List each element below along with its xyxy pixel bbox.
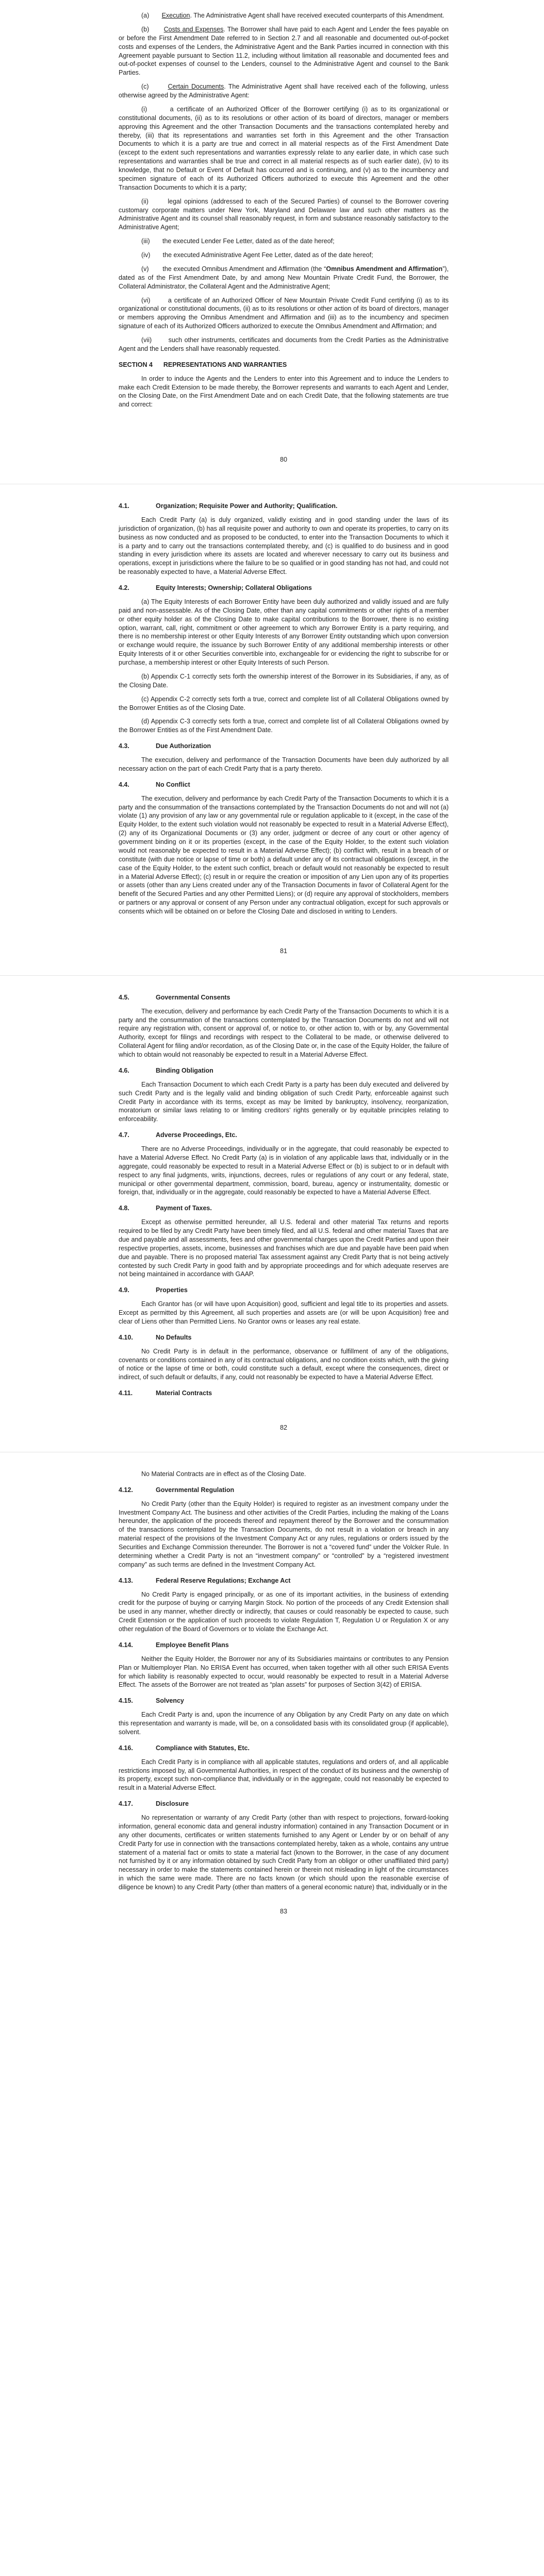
heading-4-10: 4.10. No Defaults: [119, 1333, 192, 1341]
condition-costs: (b) Costs and Expenses. The Borrower shall have paid to each Agent and Lender the fees payable on or before the First Amendment Date referred to in Section 2.7 and all reasonable and documented out-of-pocket costs and expenses of the Lenders, the Administrative Agent and the Bank Parties incurred in connection with this Agreement payable pursuant to Section 11.2, including without limitation all reasonable and documented fees and out-of-pocket expenses of counsel to the Lenders, counsel to the Administrative Agent and counsel to the Bank Parties.: [119, 25, 449, 77]
heading-4-5: 4.5. Governmental Consents: [119, 993, 230, 1001]
page-number: 82: [280, 1424, 287, 1431]
paragraph: No Credit Party is in default in the performance, observance or fulfillment of any of the obligations, covenants or conditions contained in any of its contractual obligations, and no condition exists which, with the giving of notice or the lapse of time or both, could constitute such a default, except where the consequences, direct or indirect, of such default or defaults, if any, could not reasonably be expected to have a Material Adverse Effect.: [119, 1347, 449, 1381]
paragraph: No representation or warranty of any Credit Party (other than with respect to projections, forward-looking information, general economic data and general industry information) contained in any Transaction Document or in any other documents, certificates or written statements furnished to any Agent or Lender by or on behalf of any Credit Party for use in connection with the transactions contemplated hereby, taken as a whole, contains any untrue statement of a material fact or omits to state a material fact (known to the Borrower, in the case of any document not furnished by it or any information obtained by such Credit Party from an obligor or other unaffiliated third party) necessary in order to make the statements contained herein or therein not misleading in light of the circumstances in which the same were made. There are no facts known (or which should upon the reasonable exercise of diligence be known) to any Credit Party (other than matters of a general economic nature) that, individually or in the: [119, 1814, 449, 1891]
subitem: (iii) the executed Lender Fee Letter, dated as of the date hereof;: [141, 238, 335, 245]
page-80: [0, 0, 544, 464]
heading-4-14: 4.14. Employee Benefit Plans: [119, 1641, 229, 1649]
subitem: (vii) such other instruments, certificates and documents from the Credit Parties as the Administrative Agent and the Lenders shall have reasonably requested.: [119, 336, 449, 352]
page-82: [0, 993, 544, 1432]
heading-execution: Execution: [161, 12, 190, 19]
heading-4-3: 4.3. Due Authorization: [119, 742, 211, 750]
heading-4-17: 4.17. Disclosure: [119, 1800, 189, 1808]
heading-4-4: 4.4. No Conflict: [119, 781, 190, 788]
heading-4-16: 4.16. Compliance with Statutes, Etc.: [119, 1744, 250, 1752]
heading-4-2: 4.2. Equity Interests; Ownership; Collateral Obligations: [119, 584, 312, 591]
page-number: 80: [280, 456, 287, 464]
subitem: (v) the executed Omnibus Amendment and Affirmation (the “Omnibus Amendment and Affirmation”), dated as of the First Amendment Date, by and among New Mountain Private Credit Fund, the Borrower, the Collateral Administrator, the Collateral Agent and the Administrative Agent;: [119, 265, 449, 290]
paragraph: The execution, delivery and performance of the Transaction Documents have been duly authorized by all necessary action on the part of each Credit Party that is a party thereto.: [119, 756, 449, 772]
page-separator: [0, 975, 544, 976]
heading-costs: Costs and Expenses: [163, 25, 224, 33]
subitem: (i) a certificate of an Authorized Officer of the Borrower certifying (i) as to its organizational or constitutional documents, (ii) as to its resolutions or other action of its board of directors, manager or members approving this Agreement and the other Transaction Documents and the transactions contemplated hereby and thereby, (iii) that its representations and warranties set forth in this Agreement and the other Transaction Documents to which it is a party are true and correct in all material respects as of the First Amendment Date (except to the extent such representations and warranties expressly relate to any earlier date, in which case such representations and warranties shall be true and correct in all material respects as of such earlier date), (iv) to its knowledge, that no Default or Event of Default has occurred and is continuing, and (v) as to the incumbency and specimen signature of each of its Authorized Officers authorized to execute this Agreement and the other Transaction Documents to which it is a party;: [119, 105, 449, 191]
paragraph: Except as otherwise permitted hereunder, all U.S. federal and other material Tax returns and reports required to be filed by any Credit Party have been timely filed, and all U.S. federal and other material Taxes that are due and payable and all assessments, fees and other governmental charges upon the Credit Parties and upon their respective properties, assets, income, businesses and franchises which are due and payable have been paid when due and payable. There is no proposed material Tax assessment against any Credit Party that is not being actively contested by such Credit Party in good faith and by appropriate proceedings and for which adequate reserves are not being maintained in accordance with GAAP.: [119, 1218, 449, 1278]
heading-4-7: 4.7. Adverse Proceedings, Etc.: [119, 1131, 237, 1139]
page-number: 83: [280, 1907, 287, 1915]
paragraph: No Credit Party is engaged principally, or as one of its important activities, in the business of extending credit for the purpose of buying or carrying Margin Stock. No portion of the proceeds of any Credit Extension shall be used in any manner, whether directly or indirectly, that causes or could reasonably be expected to cause, such Credit Extension or the application of such proceeds to violate Regulation T, Regulation U or Regulation X or any other regulation of the Board of Governors or to violate the Exchange Act.: [119, 1590, 449, 1633]
page-number: 81: [280, 947, 287, 955]
paragraph: Each Credit Party is in compliance with all applicable statutes, regulations and orders of, and all applicable restrictions imposed by, all Governmental Authorities, in respect of the conduct of its business and the ownership of its property, except such non-compliance that, individually or in the aggregate, could not reasonably be expected to result in a Material Adverse Effect.: [119, 1758, 449, 1792]
section-intro: In order to induce the Agents and the Lenders to enter into this Agreement and to induce the Lenders to make each Credit Extension to be made thereby, the Borrower represents and warrants to each Agent and Lender, on the Closing Date, on the First Amendment Date and on each Credit Date, that the following statements are true and correct:: [119, 375, 449, 409]
heading-4-11: 4.11. Material Contracts: [119, 1389, 212, 1397]
heading-4-1: 4.1. Organization; Requisite Power and Authority; Qualification.: [119, 502, 338, 510]
section-heading: SECTION 4 REPRESENTATIONS AND WARRANTIES: [119, 361, 287, 368]
condition-execution: (a) Execution. The Administrative Agent shall have received executed counterparts of this Amendment.: [141, 12, 444, 19]
paragraph: Each Credit Party is and, upon the incurrence of any Obligation by any Credit Party on any date on which this representation and warranty is made, will be, on a consolidated basis with its consolidated group (if applicable), solvent.: [119, 1711, 449, 1736]
paragraph: Each Grantor has (or will have upon Acquisition) good, sufficient and legal title to its properties and assets. Except as permitted by this Agreement, all such properties and assets are (or will be upon Acquisition) free and clear of Liens other than Permitted Liens. No Grantor owns or leases any real estate.: [119, 1300, 449, 1325]
subitem: (ii) legal opinions (addressed to each of the Secured Parties) of counsel to the Borrower covering customary corporate matters under New York, Maryland and Delaware law and such other matters as the Administrative Agent and its counsel shall reasonably request, in form and substance reasonably satisfactory to the Administrative Agent;: [119, 197, 449, 231]
paragraph: No Material Contracts are in effect as of the Closing Date.: [141, 1470, 306, 1478]
subitem: (vi) a certificate of an Authorized Officer of New Mountain Private Credit Fund certifying (i) as to its organizational or constitutional documents, (ii) as to its resolutions or other action of its board of directors, manager or members approving the Omnibus Amendment and Affirmation and (iii) as to the incumbency and specimen signature of each of its Authorized Officers authorized to execute the Omnibus Amendment and Affirmation; and: [119, 296, 449, 330]
paragraph: (b) Appendix C-1 correctly sets forth the ownership interest of the Borrower in its Subsidiaries, if any, as of the Closing Date.: [119, 672, 449, 689]
heading-4-15: 4.15. Solvency: [119, 1697, 184, 1705]
heading-4-8: 4.8. Payment of Taxes.: [119, 1205, 212, 1212]
paragraph: (d) Appendix C-3 correctly sets forth a true, correct and complete list of all Collateral Obligations owned by the Borrower Entities as of the First Amendment Date.: [119, 718, 449, 734]
paragraph: (c) Appendix C-2 correctly sets forth a true, correct and complete list of all Collateral Obligations owned by the Borrower Entities as of the Closing Date.: [119, 695, 449, 711]
paragraph: The execution, delivery and performance by each Credit Party of the Transaction Documents to which it is a party and the consummation of the transactions contemplated by the Transaction Documents do not and will not require any registration with, consent or approval of, or notice to, or other action to, with or by, any Governmental Authority, except for filings and recordings with respect to the Collateral to be made, or otherwise delivered to Collateral Agent for filing and/or recordation, as of the Closing Date or, in the case of the Equity Holder, the failure of which to obtain would not reasonably be expected to result in a Material Adverse Effect.: [119, 1007, 449, 1058]
page-81: [0, 502, 544, 956]
paragraph: There are no Adverse Proceedings, individually or in the aggregate, that could reasonably be expected to have a Material Adverse Effect. No Credit Party (a) is in violation of any applicable laws that, individually or in the aggregate, could reasonably be expected to result in a Material Adverse Effect or (b) is subject to or in default with respect to any final judgments, writs, injunctions, decrees, rules or regulations of any court or any federal, state, municipal or other governmental department, commission, board, bureau, agency or instrumentality, domestic or foreign, that, individually or in the aggregate, could reasonably be expected to have a Material Adverse Effect.: [119, 1145, 449, 1196]
paragraph: (a) The Equity Interests of each Borrower Entity have been duly authorized and validly issued and are fully paid and non-assessable. As of the Closing Date, other than any capital commitments or other rights of a member or other equity holder as of the Closing Date to make capital contributions to the Borrower, there is no existing option, warrant, call, right, commitment or other agreement to which any Borrower Entity is a party requiring, and there is no membership interest or other Equity Interests of any Borrower Entity outstanding which upon conversion or exchange would require, the issuance by such Borrower Entity of any additional membership interests or other Equity Interests of it or other Securities convertible into, exchangeable for or evidencing the right to subscribe for or purchase, a membership interest or other Equity Interests of such Person.: [119, 598, 449, 666]
heading-documents: Certain Documents: [168, 83, 224, 91]
paragraph: The execution, delivery and performance by each Credit Party of the Transaction Documents to which it is a party and the consummation of the transactions contemplated by the Transaction Documents do not and will not (a) violate (1) any provision of any law or any governmental rule or regulation applicable to it (except, in the case of the Equity Holder, to the extent such violation would not reasonably be expected to result in a Material Adverse Effect), (2) any of its Organizational Documents or (3) any order, judgment or decree of any court or other agency of government binding on it or its properties (except, in the case of the Equity Holder, to the extent such violation would not reasonably be expected to result in a Material Adverse Effect); (b) conflict with, result in a breach of or constitute (with due notice or lapse of time or both) a default under any of its contractual obligations (except, in the case of the Equity Holder, to the extent such conflict, breach or default would not reasonably be expected to result in a Material Adverse Effect); (c) result in or require the creation or imposition of any Lien upon any of its properties or assets (other than any Liens created under any of the Transaction Documents in favor of Collateral Agent for the benefit of the Secured Parties and any other Permitted Liens); or (d) require any approval of stockholders, members or partners or any approval or consent of any Person under any contractual obligation, except for such approvals or consents which will be obtained on or before the Closing Date and disclosed in writing to Lenders.: [119, 794, 449, 915]
paragraph: Neither the Equity Holder, the Borrower nor any of its Subsidiaries maintains or contributes to any Pension Plan or Multiemployer Plan. No ERISA Event has occurred, when taken together with all other such ERISA Events for which liability is reasonably expected to occur, would reasonably be expected to result in a Material Adverse Effect. The assets of the Borrower are not treated as “plan assets” for purposes of Section 3(42) of ERISA.: [119, 1655, 449, 1689]
heading-4-13: 4.13. Federal Reserve Regulations; Exchange Act: [119, 1577, 291, 1584]
heading-4-6: 4.6. Binding Obligation: [119, 1066, 213, 1074]
paragraph: Each Transaction Document to which each Credit Party is a party has been duly executed and delivered by such Credit Party and is the legally valid and binding obligation of such Credit Party, enforceable against such Credit Party in accordance with its terms, except as may be limited by bankruptcy, insolvency, reorganization, moratorium or similar laws relating to or limiting creditors’ rights generally or by equitable principles relating to enforceability.: [119, 1080, 449, 1123]
paragraph: No Credit Party (other than the Equity Holder) is required to register as an investment company under the Investment Company Act. The business and other activities of the Credit Parties, including the making of the Loans hereunder, the application of the proceeds thereof and repayment thereof by the Borrower and the consummation of the transactions contemplated by the Transaction Documents, do not result in a violation or breach in any material respect of the provisions of the Investment Company Act or any rules, regulations or orders issued by the Securities and Exchange Commission thereunder. The Borrower is not a “covered fund” under the Volcker Rule. In determining whether a Credit Party is not an “investment company” or “controlled” by a “registered investment company” as such terms are defined in the Investment Company Act.: [119, 1500, 449, 1568]
paragraph: Each Credit Party (a) is duly organized, validly existing and in good standing under the laws of its jurisdiction of organization, (b) has all requisite power and authority to own and operate its properties, to carry on its business as now conducted and as proposed to be conducted, to enter into the Transaction Documents to which it is a party and to carry out the transactions contemplated thereby, and (c) is qualified to do business and in good standing in every jurisdiction where its assets are located and wherever necessary to carry out its business and operations, except in jurisdictions where the failure to be so qualified or in good standing has not had, and could not be reasonably expected to have, a Material Adverse Effect.: [119, 516, 449, 576]
heading-4-9: 4.9. Properties: [119, 1286, 188, 1294]
page-83: [0, 1470, 544, 1916]
condition-documents: (c) Certain Documents. The Administrative Agent shall have received each of the following, unless otherwise agreed by the Administrative Agent:: [119, 83, 449, 99]
subitem: (iv) the executed Administrative Agent Fee Letter, dated as of the date hereof;: [141, 251, 373, 259]
heading-4-12: 4.12. Governmental Regulation: [119, 1486, 235, 1494]
